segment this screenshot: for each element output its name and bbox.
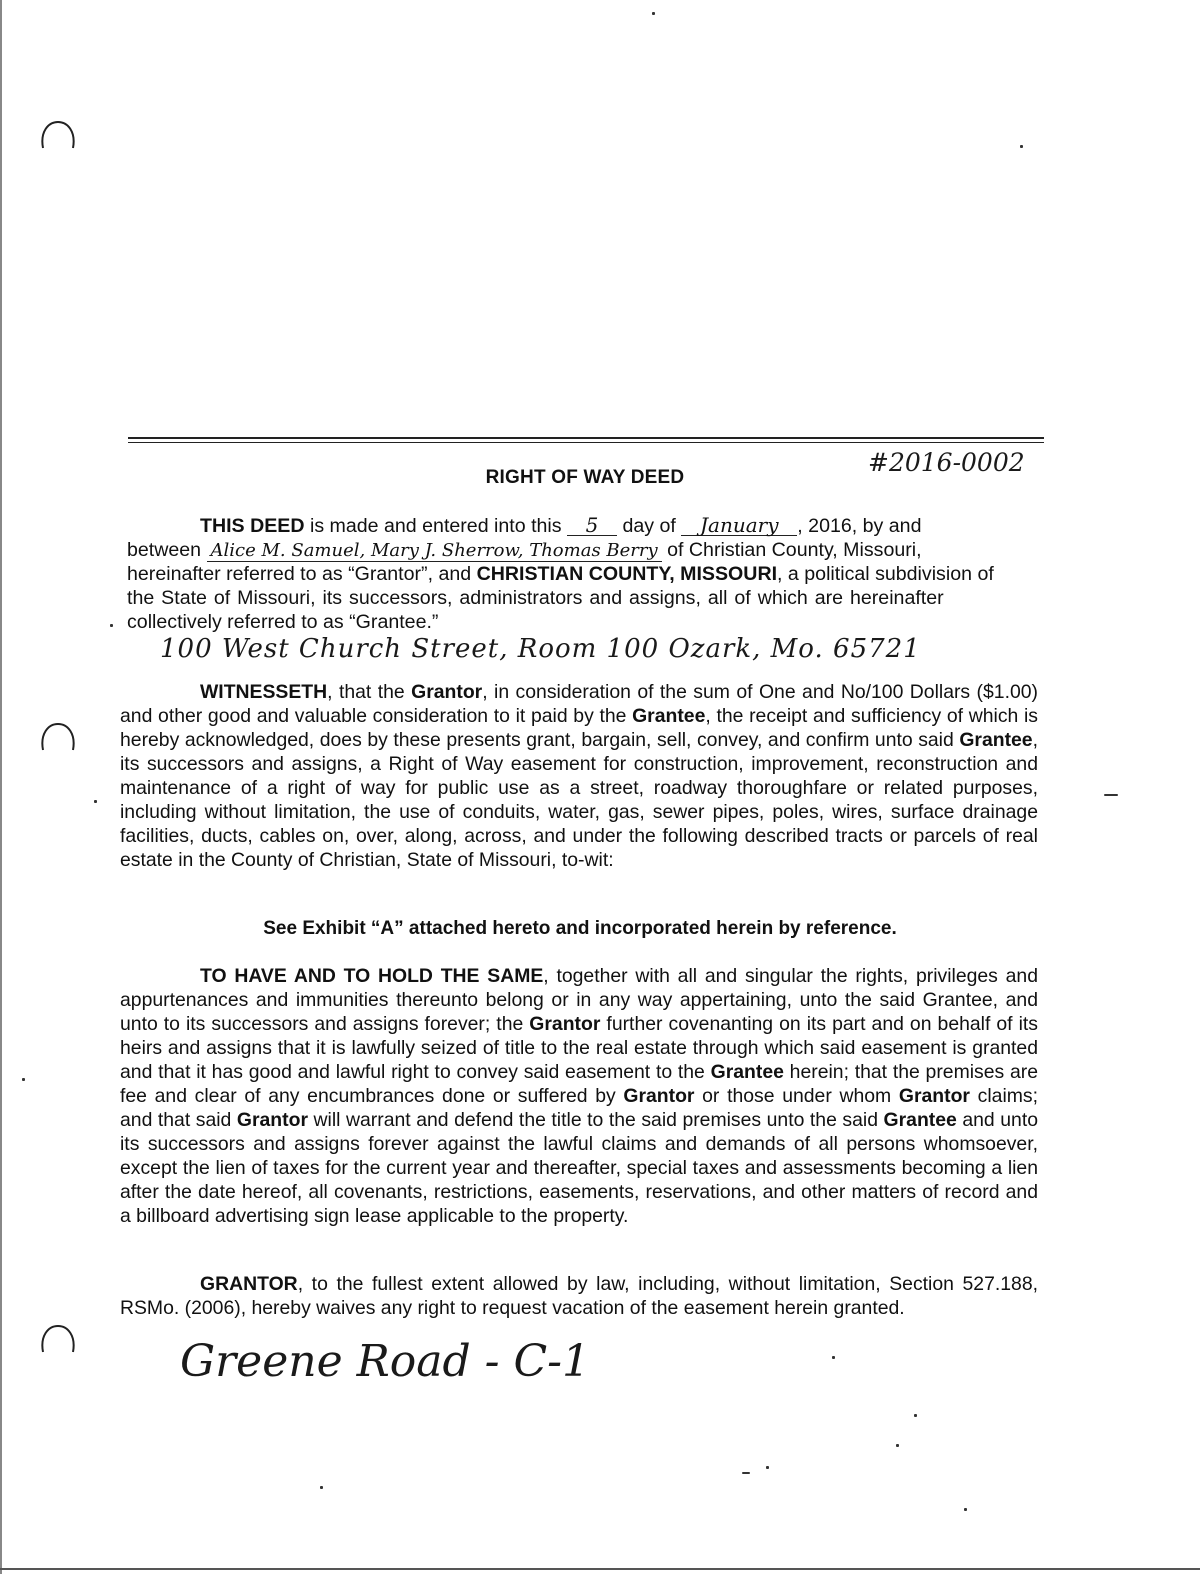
header-rule-thin [128, 442, 1044, 443]
para-text: , in consideration of the sum of One and No/100 Dollars ($1.00) and other good and valuable consideration to it paid by the [120, 681, 1038, 727]
grantor-label: GRANTOR [200, 1273, 298, 1295]
grantee-term: Grantee [883, 1109, 957, 1131]
intro-text: day of [617, 515, 682, 537]
exhibit-reference: See Exhibit “A” attached hereto and incorporated herein by reference. [263, 918, 897, 939]
intro-text: , a political subdivision of [777, 563, 994, 585]
intro-text: of Christian County, Missouri, [661, 539, 922, 561]
scan-speck [766, 1466, 769, 1469]
grantor-term: Grantor [623, 1085, 695, 1107]
scan-bottom-edge [0, 1568, 1200, 1570]
grantee-name: CHRISTIAN COUNTY, MISSOURI [476, 563, 778, 585]
scan-speck [652, 12, 655, 15]
scan-speck [22, 1078, 25, 1081]
para-text: and unto its successors and assigns forever against the lawful claims and demands of all persons whomsoever, except the lien of taxes for the current year and thereafter, special taxes and assessments becoming a lien after the date hereof, all covenants, restrictions, easements, reservations, and other matters of record and a billboard advertising sign lease applicable to the property. [120, 1109, 1038, 1227]
scan-speck [1104, 794, 1118, 796]
intro-text: , 2016, by and [797, 515, 922, 537]
intro-text: between [127, 539, 207, 561]
habendum-label: TO HAVE AND TO HOLD THE SAME [200, 965, 544, 987]
intro-line-4: the State of Missouri, its successors, administrators and assigns, all of which are hereinafter [127, 587, 944, 609]
header-rule [128, 437, 1044, 439]
para-text: , the receipt and sufficiency of which is hereby acknowledged, does by these presents grant, bargain, sell, convey, and confirm unto said [120, 705, 1038, 751]
intro-line-2 [127, 538, 922, 562]
para-text: , its successors and assigns, a Right of Way easement for construction, improvement, reconstruction and maintenance of a right of way for public use as a street, roadway thoroughfare or related purposes, including without limitation, the use of conduits, water, gas, sewer pipes, poles, wires, surface drainage facilities, ducts, cables on, over, along, across, and under the following described tracts or parcels of real estate in the County of Christian, State of Missouri, to-wit: [120, 729, 1038, 871]
this-deed-label: THIS DEED [200, 515, 305, 537]
intro-text: is made and entered into this [304, 515, 568, 537]
scan-speck [964, 1508, 967, 1511]
grantor-term: Grantor [529, 1013, 601, 1035]
intro-line-5: collectively referred to as “Grantee.” [127, 611, 439, 633]
para-text: , together with all and singular the rights, privileges and appurtenances and immunities thereunto belong or in any way appertaining, unto the said Grantee, and unto to its successors and assigns forever; the [120, 965, 1038, 1035]
day-field: 5 [567, 515, 617, 536]
grantor-term: Grantor [898, 1085, 970, 1107]
month-field: January [681, 515, 797, 536]
intro-line-1 [200, 514, 921, 538]
para-text: , that the [327, 681, 412, 703]
habendum-paragraph [120, 964, 1038, 1228]
punch-hole-mark [40, 118, 76, 152]
grantee-term: Grantee [632, 705, 706, 727]
witnesseth-label: WITNESSETH [200, 681, 328, 703]
intro-text: hereinafter referred to as “Grantor”, and [127, 563, 477, 585]
scan-speck [1020, 145, 1023, 148]
scan-left-edge [0, 0, 2, 1574]
para-text: will warrant and defend the title to the said premises unto the said [308, 1109, 884, 1131]
grantor-term: Grantor [411, 681, 483, 703]
para-text: claims; and that said [120, 1085, 1038, 1131]
deed-title: RIGHT OF WAY DEED [485, 467, 685, 488]
scan-speck [320, 1486, 323, 1489]
scan-speck [832, 1356, 835, 1359]
para-text: or those under whom [694, 1085, 899, 1107]
grantor-term: Grantor [236, 1109, 308, 1131]
handwritten-document-number: #2016-0002 [868, 448, 1025, 477]
scan-speck [742, 1472, 750, 1474]
handwritten-road-note: Greene Road - C-1 [180, 1336, 591, 1387]
para-text: further covenanting on its part and on behalf of its heirs and assigns that it is lawfully seized of title to the real estate through which said easement is granted and that it has good and lawful right to convey said easement to the [120, 1013, 1038, 1083]
scan-speck [914, 1414, 917, 1417]
para-text: herein; that the premises are fee and clear of any encumbrances done or suffered by [120, 1061, 1039, 1107]
punch-hole-mark [40, 1322, 76, 1356]
waiver-paragraph [120, 1272, 1038, 1320]
grantee-term: Grantee [710, 1061, 784, 1083]
scan-speck [896, 1444, 899, 1447]
scan-speck [94, 800, 97, 803]
intro-line-3 [127, 562, 994, 586]
grantor-names-field: Alice M. Samuel, Mary J. Sherrow, Thomas Berry [207, 541, 662, 562]
witnesseth-paragraph [120, 680, 1038, 872]
handwritten-address: 100 West Church Street, Room 100 Ozark, Mo. 65721 [160, 634, 921, 664]
grantee-term: Grantee [959, 729, 1033, 751]
punch-hole-mark [40, 720, 76, 754]
para-text: , to the fullest extent allowed by law, including, without limitation, Section 527.188, RSMo. (2006), hereby waives any right to request vacation of the easement herein granted. [120, 1273, 1038, 1319]
scan-speck [110, 624, 113, 627]
